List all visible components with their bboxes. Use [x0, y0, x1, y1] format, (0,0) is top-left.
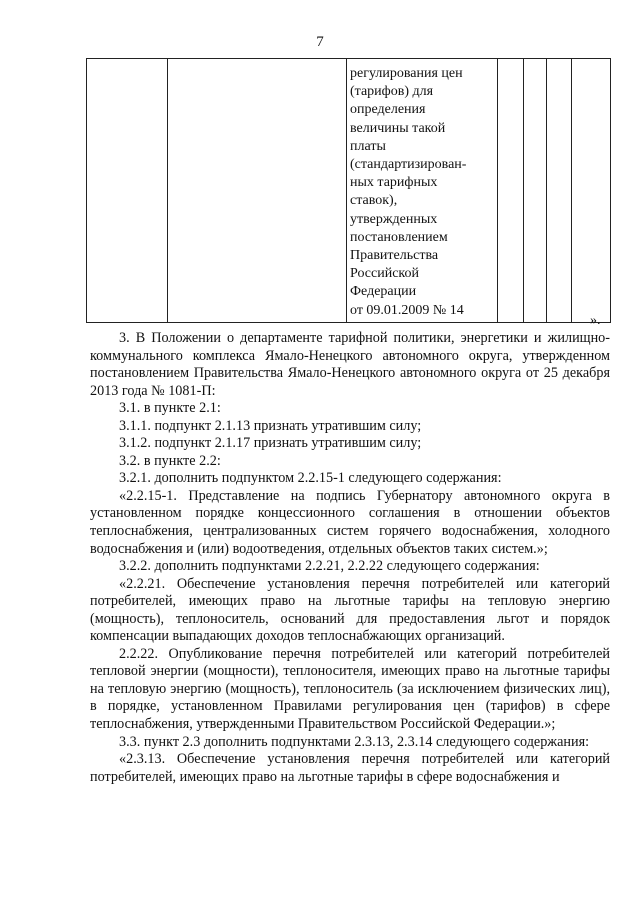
paragraph-2-2-22: 2.2.22. Опубликование перечня потребителей или категорий потребителей тепловой энергии (мощности), теплоносителя, имеющих право на льготные тарифы на тепловую энергию (мощность), теплоноситель (за исключением физических лиц), в порядке, установленном Правилами регулирования цен (тарифов) в сфере теплоснабжения, утвержденными Правительством Российской Федерации.»; [90, 645, 610, 733]
table-cell-line: Российской [350, 266, 419, 282]
table-cell-empty-1 [87, 59, 168, 323]
paragraph-3-2: 3.2. в пункте 2.2: [119, 452, 221, 469]
paragraph-3-1-1: 3.1.1. подпункт 2.1.13 признать утратившим силу; [119, 417, 422, 434]
paragraph-3-3: 3.3. пункт 2.3 дополнить подпунктами 2.3.13, 2.3.14 следующего содержания: [119, 733, 590, 750]
table-cell-line: (тарифов) для [350, 84, 434, 100]
paragraph-3-2-2: 3.2.2. дополнить подпунктами 2.2.21, 2.2.22 следующего содержания: [119, 558, 540, 575]
continued-table [86, 58, 611, 323]
table-cell-line: утвержденных [350, 211, 438, 227]
table-cell-line: от 09.01.2009 № 14 [350, 302, 464, 318]
table-cell-empty-2 [168, 59, 347, 323]
table-cell-line: ставок), [350, 193, 398, 209]
paragraph-3-1: 3.1. в пункте 2.1: [119, 400, 221, 417]
table-cell-line: ных тарифных [350, 175, 438, 191]
paragraph-2-2-21: «2.2.21. Обеспечение установления перечня потребителей или категорий потребителей, имеющих право на льготные тарифы на тепловую энергию (мощность), теплоноситель, оснований для предоставления льгот и порядок компенсации выпадающих доходов теплоснабжающих организаций. [90, 575, 610, 645]
paragraph-3: 3. В Положении о департаменте тарифной политики, энергетики и жилищно-коммунального комплекса Ямало-Ненецкого автономного округа, утвержденном постановлением Правительства Ямало-Ненецкого автономного округа от 25 декабря 2013 года № 1081-П: [90, 330, 610, 399]
table-cell-empty-4 [498, 59, 524, 323]
table-cell-text [347, 59, 498, 323]
table-cell-empty-5 [524, 59, 547, 323]
table-cell-line: постановлением [350, 229, 448, 245]
table-cell-line: определения [350, 102, 426, 118]
paragraph-2-3-13: «2.3.13. Обеспечение установления перечня потребителей или категорий потребителей, имеющих право на льготные тарифы в сфере водоснабжения и [90, 751, 610, 785]
table-cell-line: Правительства [350, 248, 439, 264]
page-number: 7 [316, 34, 324, 50]
table-cell-line: платы [350, 138, 386, 154]
table-cell-line: регулирования цен [350, 66, 463, 81]
paragraph-3-1-2: 3.1.2. подпункт 2.1.17 признать утратившим силу; [119, 435, 422, 452]
table-cell-line: величины такой [350, 120, 446, 136]
closing-quote: ». [590, 313, 601, 328]
table-cell-line: (стандартизирован- [350, 157, 467, 173]
table-cell-line: Федерации [350, 284, 417, 300]
paragraph-3-2-1: 3.2.1. дополнить подпунктом 2.2.15-1 следующего содержания: [119, 470, 502, 487]
paragraph-2-2-15-1: «2.2.15-1. Представление на подпись Губернатору автономного округа в установленном порядке концессионного соглашения в отношении объектов теплоснабжения, централизованных систем горячего водоснабжения, холодного водоснабжения и (или) водоотведения, отдельных объектов таких систем.»; [90, 487, 610, 557]
table-row [87, 59, 611, 323]
table-cell-empty-7 [572, 59, 611, 323]
document-body [90, 330, 610, 786]
table-cell-empty-6 [547, 59, 572, 323]
